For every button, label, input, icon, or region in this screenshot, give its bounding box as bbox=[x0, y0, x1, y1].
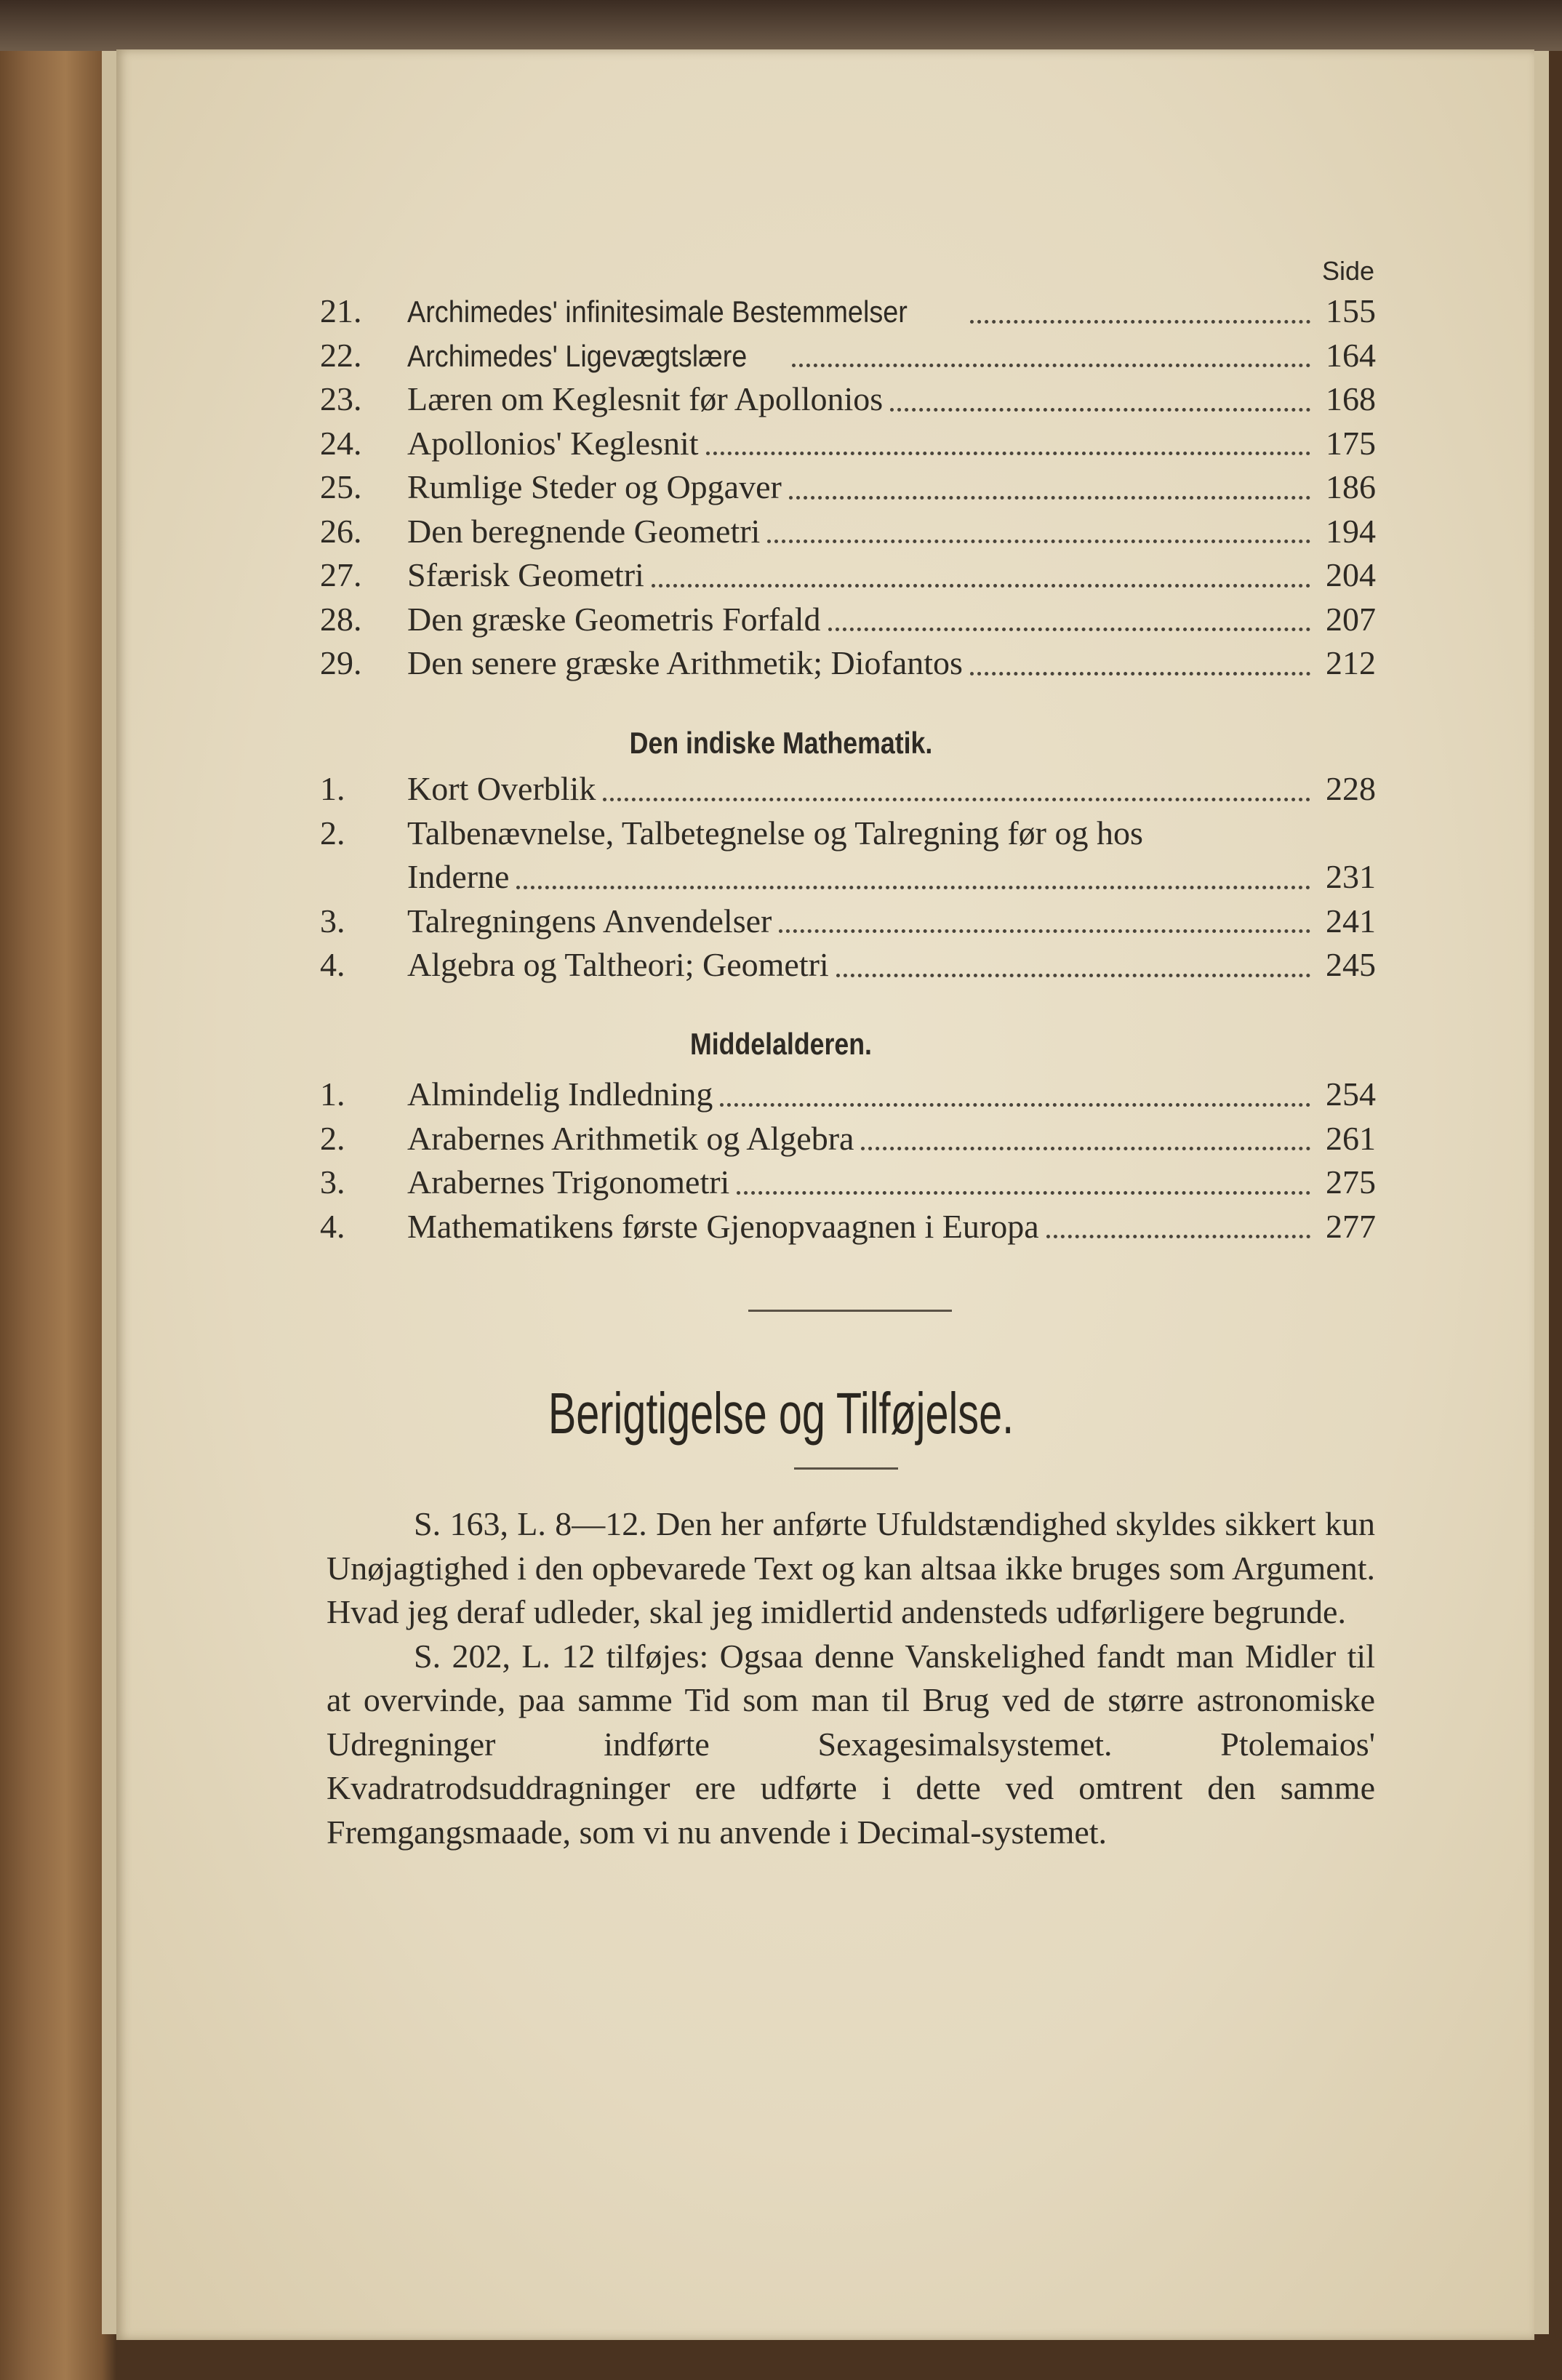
entry-page: 228 bbox=[1326, 770, 1376, 807]
entry-number: 29. bbox=[320, 644, 362, 681]
entry-page: 164 bbox=[1326, 336, 1376, 374]
dot-leader bbox=[861, 1147, 1310, 1150]
toc-entry bbox=[320, 812, 1376, 855]
entry-page: 168 bbox=[1326, 380, 1376, 417]
page-column-label: Side bbox=[1321, 256, 1374, 286]
toc-entry bbox=[320, 553, 1376, 597]
toc-entry bbox=[320, 767, 1376, 811]
entry-title: Inderne bbox=[407, 858, 510, 895]
entry-number: 2. bbox=[320, 1119, 345, 1157]
dot-leader bbox=[789, 496, 1310, 500]
entry-title: Den beregnende Geometri bbox=[407, 512, 761, 550]
entry-page: 245 bbox=[1326, 946, 1376, 983]
entry-title: Algebra og Taltheori; Geometri bbox=[407, 946, 829, 983]
entry-page: 175 bbox=[1326, 424, 1376, 462]
entry-number: 3. bbox=[320, 1163, 345, 1201]
dot-leader bbox=[792, 364, 1310, 367]
dot-leader bbox=[836, 974, 1310, 977]
errata-paragraph: S. 163, L. 8—12. Den her anførte Ufuldstændighed skyldes sikkert kun Unøjagtighed i den opbevarede Text og kan altsaa ikke bruges som Argument. Hvad jeg deraf udleder, skal jeg imidlertid andensteds udførligere begrunde. bbox=[327, 1505, 1375, 1630]
entry-number: 26. bbox=[320, 512, 362, 550]
dot-leader bbox=[970, 672, 1310, 676]
dot-leader bbox=[706, 452, 1310, 455]
entry-title: Talbenævnelse, Talbetegnelse og Talregning før og hos bbox=[407, 814, 1143, 852]
dot-leader bbox=[516, 886, 1310, 889]
toc-entry bbox=[320, 1073, 1376, 1116]
toc-entry bbox=[320, 465, 1376, 509]
dot-leader bbox=[1046, 1235, 1310, 1238]
dot-leader bbox=[828, 628, 1311, 631]
entry-title: Kort Overblik bbox=[407, 770, 596, 807]
entry-number: 1. bbox=[320, 1075, 345, 1113]
book-top-edge bbox=[0, 0, 1562, 51]
section-heading-indian: Den indiske Mathematik. bbox=[629, 726, 933, 760]
entry-page: 241 bbox=[1326, 902, 1376, 939]
entry-title: Archimedes' Ligevægtslære bbox=[407, 338, 748, 373]
entry-title: Rumlige Steder og Opgaver bbox=[407, 468, 782, 505]
entry-number: 27. bbox=[320, 556, 362, 593]
entry-page: 212 bbox=[1326, 644, 1376, 681]
entry-number: 1. bbox=[320, 770, 345, 807]
toc-entry bbox=[320, 1117, 1376, 1161]
entry-number: 23. bbox=[320, 380, 362, 417]
entry-page: 155 bbox=[1326, 292, 1376, 329]
dot-leader bbox=[603, 798, 1310, 801]
divider bbox=[748, 1310, 952, 1312]
toc-entry bbox=[320, 641, 1376, 685]
entry-title: Den senere græske Arithmetik; Diofantos bbox=[407, 644, 963, 681]
toc-entry bbox=[320, 598, 1376, 641]
entry-number: 21. bbox=[320, 292, 362, 329]
entry-title: Mathematikens første Gjenopvaagnen i Europa bbox=[407, 1207, 1039, 1245]
toc-entry bbox=[320, 1205, 1376, 1249]
toc-entry bbox=[320, 1161, 1376, 1204]
toc-entry bbox=[320, 943, 1376, 987]
dot-leader bbox=[720, 1103, 1310, 1107]
entry-number: 4. bbox=[320, 946, 345, 983]
toc-entry bbox=[320, 334, 1376, 377]
errata-paragraph: S. 202, L. 12 tilføjes: Ogsaa denne Vanskelighed fandt man Midler til at overvinde, paa samme Tid som man til Brug ved de større astronomiske Udregninger indførte Sexagesimalsystemet. Ptolemaios' Kvadratrodsuddragninger ere udførte i dette ved omtrent den samme Fremgangsmaade, som vi nu anvende i Decimal-systemet. bbox=[327, 1637, 1375, 1851]
entry-title: Apollonios' Keglesnit bbox=[407, 424, 699, 462]
toc-entry bbox=[320, 289, 1376, 333]
entry-page: 254 bbox=[1326, 1075, 1376, 1113]
entry-title: Arabernes Trigonometri bbox=[407, 1163, 730, 1201]
dot-leader bbox=[890, 408, 1310, 412]
toc-entry bbox=[320, 899, 1376, 943]
entry-page: 186 bbox=[1326, 468, 1376, 505]
entry-title: Sfærisk Geometri bbox=[407, 556, 644, 593]
dot-leader bbox=[767, 540, 1310, 543]
entry-number: 2. bbox=[320, 814, 345, 852]
entry-page: 231 bbox=[1326, 858, 1376, 895]
entry-page: 194 bbox=[1326, 512, 1376, 550]
entry-title: Talregningens Anvendelser bbox=[407, 902, 772, 939]
entry-page: 261 bbox=[1326, 1119, 1376, 1157]
entry-page: 207 bbox=[1326, 600, 1376, 638]
toc-entry bbox=[320, 377, 1376, 421]
section-heading-medieval: Middelalderen. bbox=[690, 1027, 872, 1061]
dot-leader bbox=[652, 584, 1310, 588]
entry-number: 25. bbox=[320, 468, 362, 505]
errata-body bbox=[327, 1502, 1375, 1854]
entry-page: 275 bbox=[1326, 1163, 1376, 1201]
errata-title: Berigtigelse og Tilføjelse. bbox=[548, 1381, 1014, 1446]
divider-small bbox=[794, 1467, 898, 1470]
toc-entry bbox=[320, 510, 1376, 553]
entry-number: 28. bbox=[320, 600, 362, 638]
entry-title: Almindelig Indledning bbox=[407, 1075, 713, 1113]
entry-number: 24. bbox=[320, 424, 362, 462]
toc-entry bbox=[320, 855, 1376, 899]
entry-title: Læren om Keglesnit før Apollonios bbox=[407, 380, 884, 417]
toc-entry bbox=[320, 422, 1376, 465]
entry-page: 204 bbox=[1326, 556, 1376, 593]
entry-title: Arabernes Arithmetik og Algebra bbox=[407, 1119, 854, 1157]
entry-page: 277 bbox=[1326, 1207, 1376, 1245]
entry-number: 22. bbox=[320, 336, 362, 374]
entry-title: Den græske Geometris Forfald bbox=[407, 600, 821, 638]
entry-number: 4. bbox=[320, 1207, 345, 1245]
dot-leader bbox=[970, 320, 1310, 324]
dot-leader bbox=[737, 1191, 1310, 1195]
entry-title: Archimedes' infinitesimale Bestemmelser bbox=[407, 295, 908, 329]
dot-leader bbox=[779, 929, 1310, 933]
entry-number: 3. bbox=[320, 902, 345, 939]
